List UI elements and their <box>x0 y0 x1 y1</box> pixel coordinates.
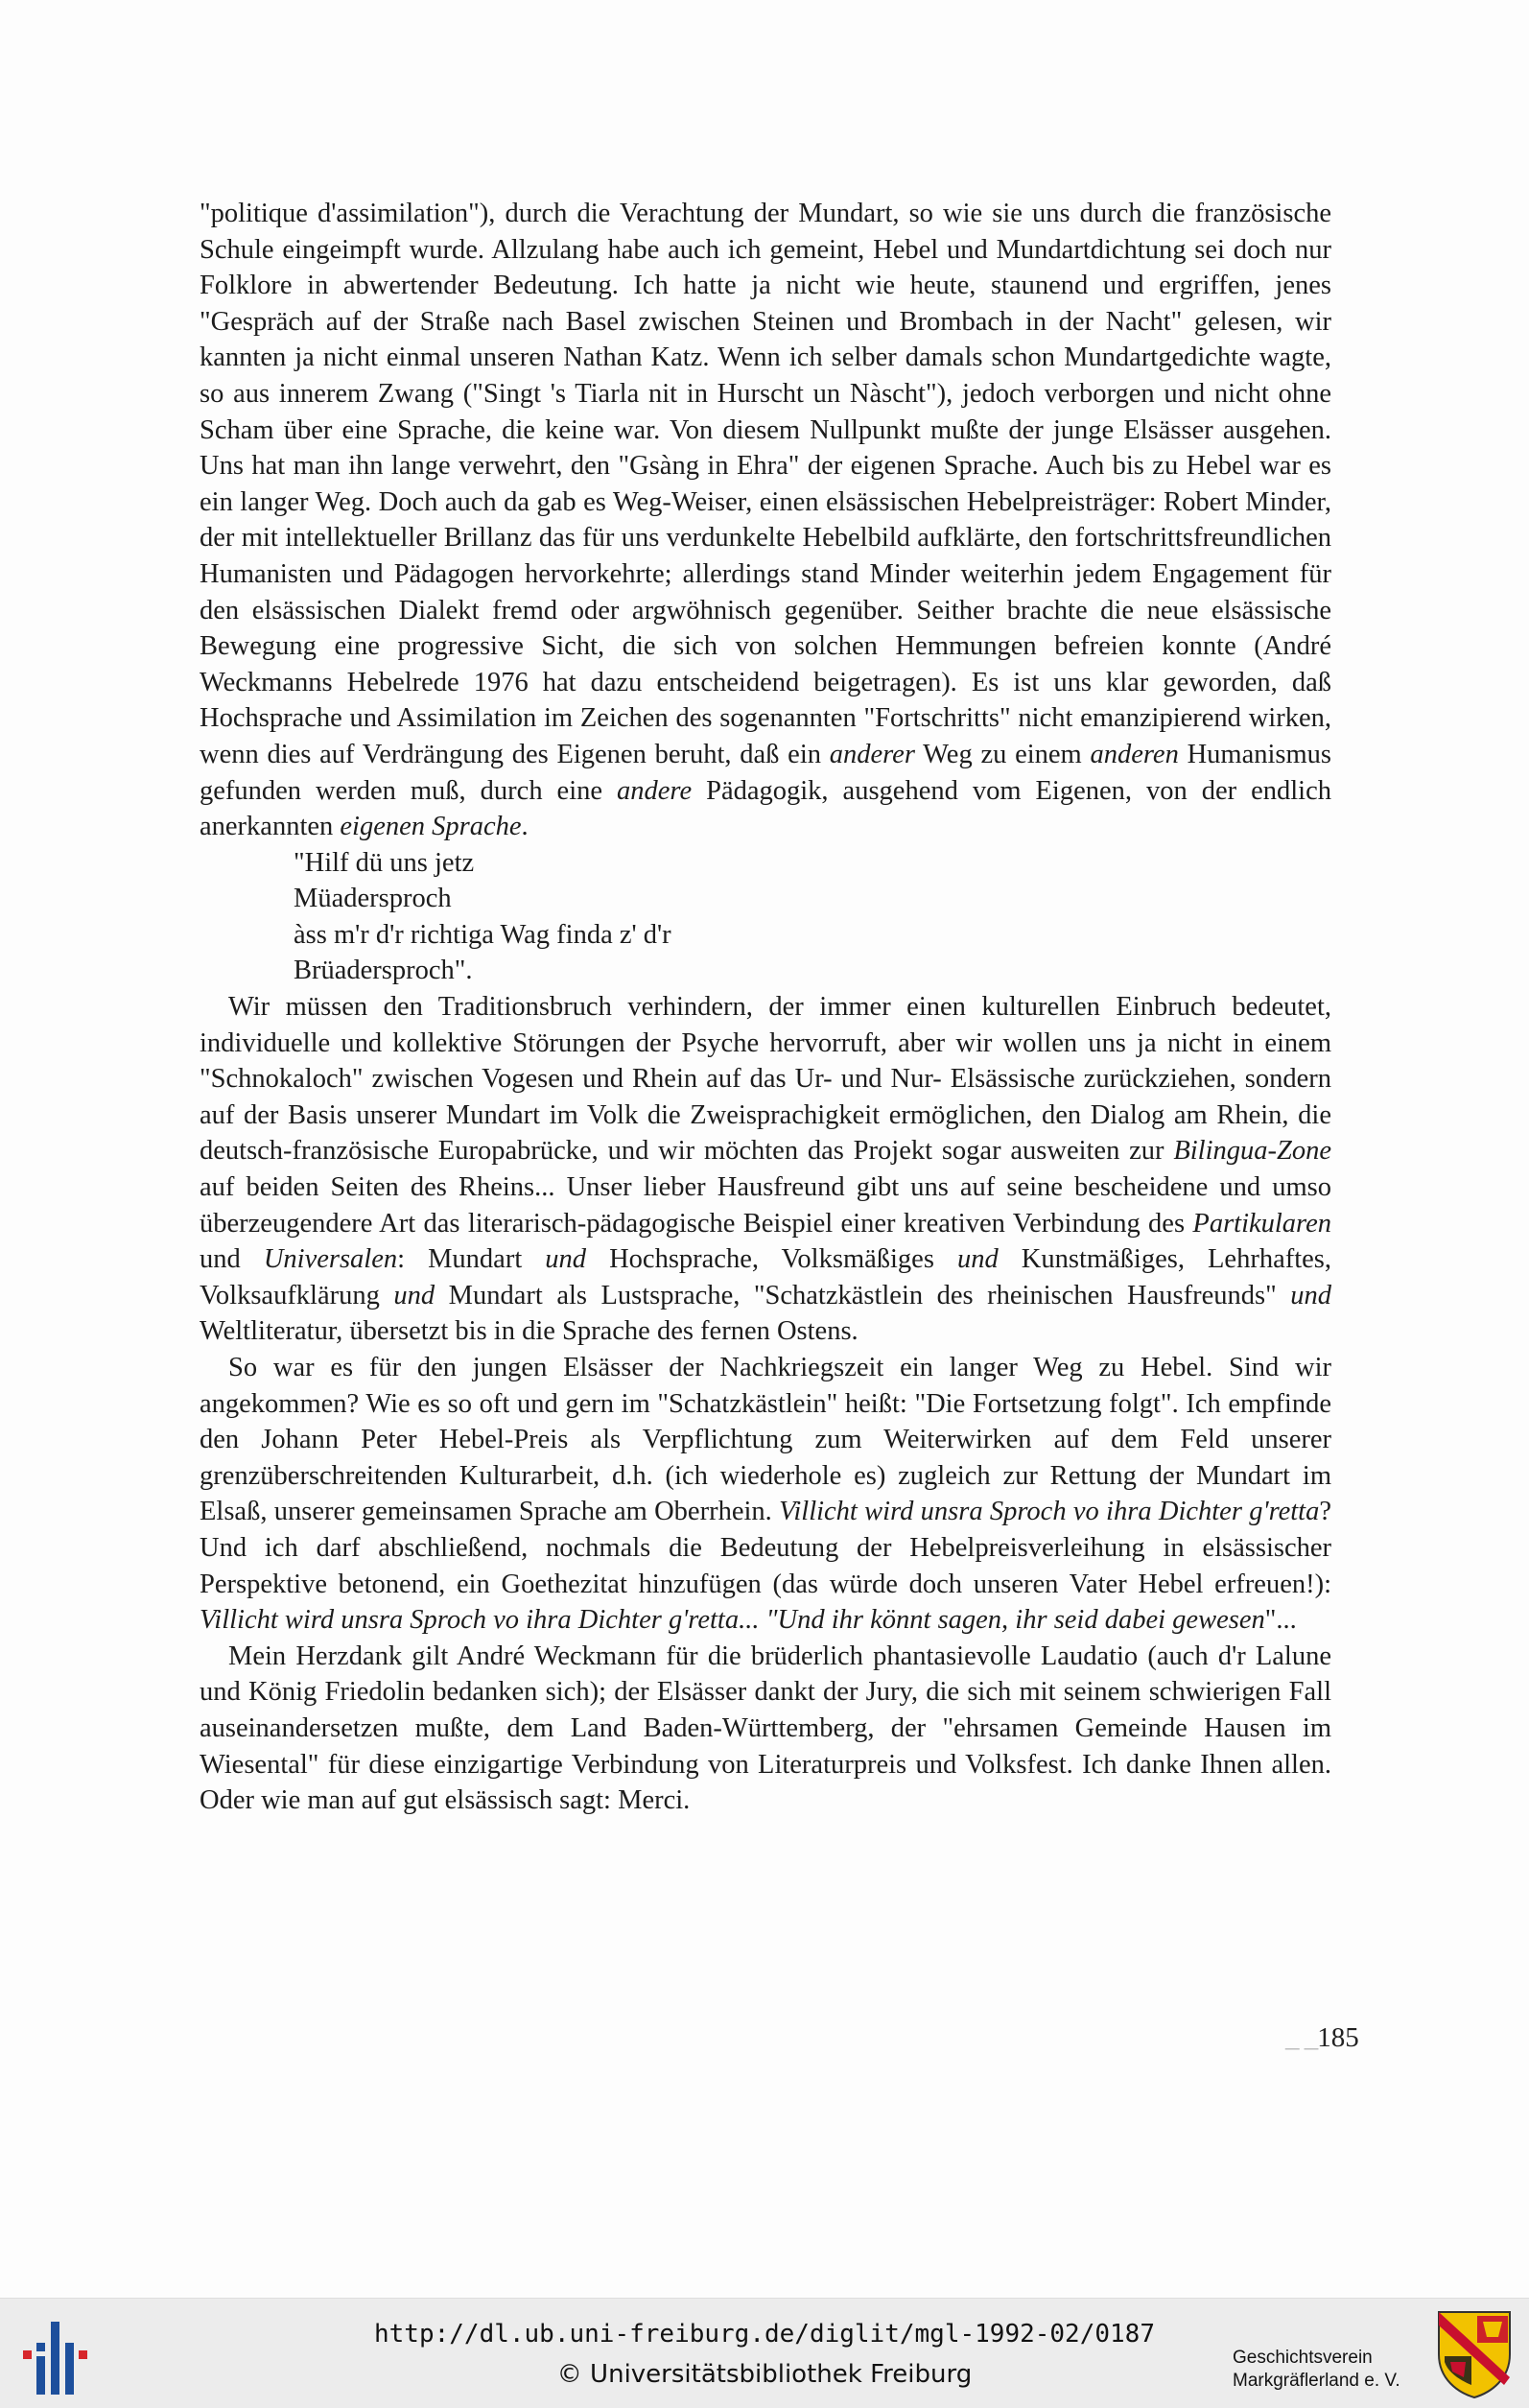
text-run: Mein Herzdank gilt André Weckmann für die brüderlich phantasievolle Laudatio (auch d'r Lalune und König Friedolin bedanken sich); der Elsässer dankt der Jury, die sich mit seinem schwierigen Fall auseinandersetzen mußte, dem Land Baden-Württemberg, der "ehrsamen Gemeinde Hausen im Wiesental" für diese einzigartige Verbindung von Literaturpreis und Volksfest. Ich danke Ihnen allen. Oder wie man auf gut elsässisch sagt: Merci. <box>200 1641 1331 1816</box>
emphasis: und <box>956 1244 999 1275</box>
emphasis: und <box>545 1244 587 1275</box>
emphasis: Villicht wird unsra Sproch vo ihra Dichter g'retta <box>779 1497 1320 1527</box>
text-run: Pädagogik, ausgehend vom Eigenen, von der endlich anerkannten <box>200 775 1331 842</box>
emphasis: anderen <box>1090 739 1179 769</box>
paragraph-3 <box>200 1350 1331 1639</box>
text-run: "... <box>1264 1605 1297 1636</box>
society-name <box>1233 2347 1400 2393</box>
text-run: : Mundart <box>397 1244 546 1275</box>
body-text <box>200 196 1331 1819</box>
society-name-line: Markgräflerland e. V. <box>1233 2371 1400 2391</box>
emphasis: anderer <box>829 739 915 769</box>
text-run: Weg zu einem <box>914 739 1091 769</box>
emphasis: Bilingua-Zone <box>1173 1136 1331 1167</box>
document-url-link[interactable]: http://dl.ub.uni-freiburg.de/diglit/mgl-1992-02/0187 <box>374 2320 1155 2349</box>
text-run: Wir müssen den Traditionsbruch verhindern, der immer einen kulturellen Einbruch bedeutet, individuelle und kollektive Störungen der Psyche hervorruft, aber wir wollen uns ja nicht in einem "Schnokaloch" zwischen Vogesen und Rhein auf das Ur- und Nur- Elsässische zurückziehen, sondern auf der Basis unserer Mundart im Volk die Zweisprachigkeit ermöglichen, den Dialog am Rhein, die deutsch-französische Europabrücke, und wir möchten das Projekt sogar ausweiten zur <box>200 992 1331 1167</box>
emphasis: Villicht wird unsra Sproch vo ihra Dichter g'retta... "Und ihr könnt sagen, ihr seid dabei gewesen <box>200 1605 1265 1636</box>
poem-line: àss m'r d'r richtiga Wag finda z' d'r <box>294 919 671 950</box>
emphasis: und <box>393 1280 435 1310</box>
text-run: und <box>200 1244 264 1275</box>
text-run: ? Und ich darf abschließend, nochmals die Bedeutung der Hebelpreisverleihung in elsässischer Perspektive betonend, ein Goethezitat hinzufügen (das würde doch unseren Vater Hebel erfreuen!): <box>200 1497 1331 1599</box>
poem-line: Müadersproch <box>294 884 452 914</box>
text-run: . <box>521 812 529 842</box>
text-run: Humanismus gefunden werden muß, durch eine <box>200 739 1331 806</box>
paragraph-1 <box>200 196 1331 845</box>
poem-line: "Hilf dü uns jetz <box>294 847 475 878</box>
text-run: Hochsprache, Volksmäßiges <box>586 1244 957 1275</box>
page-number: _ _185 <box>1285 2022 1359 2053</box>
emphasis: andere <box>617 775 693 806</box>
text-run: auf beiden Seiten des Rheins... Unser lieber Hausfreund gibt uns auf seine bescheidene und umso überzeugendere Art das literarisch-pädagogische Beispiel einer kreativen Verbindung des <box>200 1172 1331 1239</box>
emphasis: Partikularen <box>1192 1208 1331 1239</box>
text-run: "politique d'assimilation"), durch die Verachtung der Mundart, so wie sie uns durch die französische Schule eingeimpft wurde. Allzulang habe auch ich gemeint, Hebel und Mundartdichtung sei doch nur Folklore in abwertender Bedeutung. Ich hatte ja nicht wie heute, staunend und ergriffen, jenes "Gespräch auf der Straße nach Basel zwischen Steinen und Brombach in der Nacht" gelesen, wir kannten ja nicht einmal unseren Nathan Katz. Wenn ich selber damals schon Mundartgedichte wagte, so aus innerem Zwang ("Singt 's Tiarla nit in Hurscht un Nàscht"), jedoch verborgen und nicht ohne Scham über eine Sprache, die keine war. Von diesem Nullpunkt mußte der junge Elsässer ausgehen. Uns hat man ihn lange verwehrt, den "Gsàng in Ehra" der eigenen Sprache. Auch bis zu Hebel war es ein langer Weg. Doch auch da gab es Weg-Weiser, einen elsässischen Hebelpreisträger: Robert Minder, der mit intellektueller Brillanz das für uns verdunkelte Hebelbild aufklärte, den fortschrittsfreundlichen Humanisten und Pädagogen hervorkehrte; allerdings stand Minder weiterhin jedem Engagement für den elsässischen Dialekt fremd oder argwöhnisch gegenüber. Seither brachte die neue elsässische Bewegung eine progressive Sicht, die sich von solchen Hemmungen befreien konnte (André Weckmanns Hebelrede 1976 hat dazu entscheidend beigetragen). Es ist uns klar geworden, daß Hochsprache und Assimilation im Zeichen des sogenannten "Fortschritts" nicht emanzipierend wirken, wenn dies auf Verdrängung des Eigenen beruht, daß ein <box>200 199 1331 769</box>
text-run: Weltliteratur, übersetzt bis in die Sprache des fernen Ostens. <box>200 1316 859 1347</box>
coat-of-arms-icon[interactable] <box>1435 2308 1514 2400</box>
text-run: Kunstmäßiges, Lehrhaftes, Volksaufklärung <box>200 1244 1331 1310</box>
emphasis: und <box>1290 1280 1331 1310</box>
copyright-notice: © Universitätsbibliothek Freiburg <box>556 2360 973 2389</box>
poem-line: Brüadersproch". <box>294 956 473 986</box>
poem-quote <box>294 845 1331 989</box>
text-run: So war es für den jungen Elsässer der Nachkriegszeit ein langer Weg zu Hebel. Sind wir angekommen? Wie es so oft und gern im "Schatzkästlein" heißt: "Die Fortsetzung folgt". Ich empfinde den Johann Peter Hebel-Preis als Verpflichtung zum Weiterwirken auf dem Feld unserer grenzüberschreitenden Kulturarbeit, d.h. (ich wiederhole es) zugleich zur Rettung der Mundart im Elsaß, unserer gemeinsamen Sprache am Oberrhein. <box>200 1353 1331 1527</box>
society-name-line: Geschichtsverein <box>1233 2348 1373 2368</box>
text-run: Mundart als Lustsprache, "Schatzkästlein des rheinischen Hausfreunds" <box>435 1280 1291 1310</box>
emphasis: eigenen Sprache <box>340 812 522 842</box>
viewer-footer <box>0 2298 1529 2408</box>
paragraph-4 <box>200 1639 1331 1819</box>
emphasis: Universalen <box>263 1244 398 1275</box>
paragraph-2 <box>200 989 1331 1350</box>
